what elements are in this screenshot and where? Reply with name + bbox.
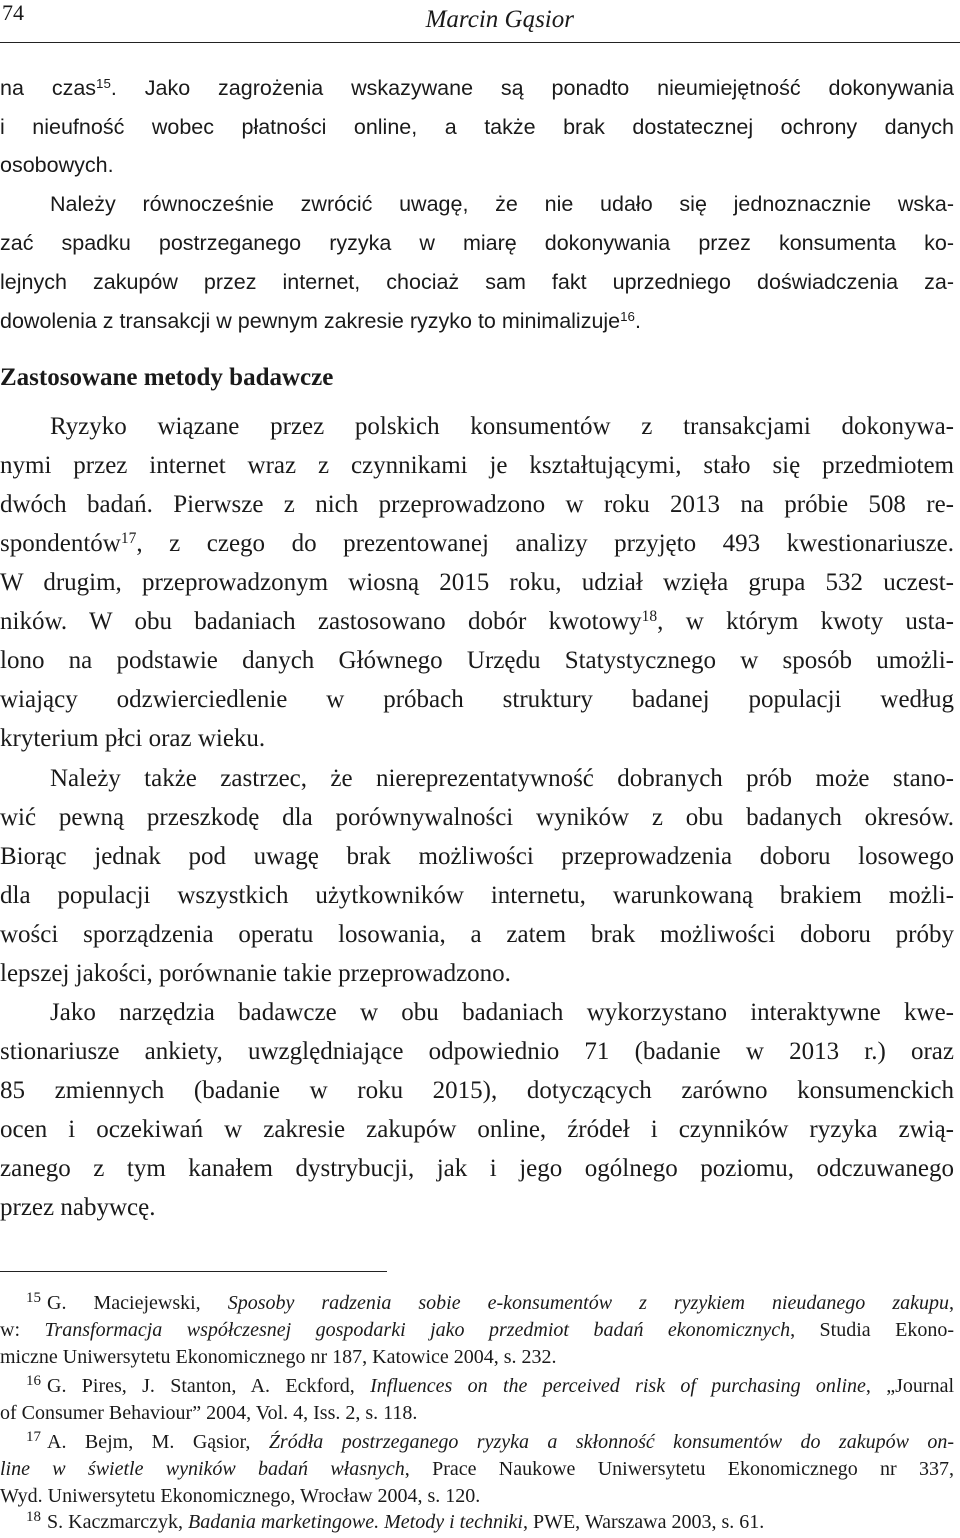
text-line: wić pewną przeszkodę dla porównywalności wyników z obu badanych okresów. (0, 804, 954, 831)
footnote-number: 17 (26, 1429, 41, 1445)
footnote-separator (0, 1271, 387, 1272)
footnote-number: 15 (26, 1290, 41, 1306)
text-line: W drugim, przeprowadzonym wiosną 2015 roku, udział wzięła grupa 532 uczest- (0, 569, 954, 596)
text-line: dla populacji wszystkich użytkowników internetu, warunkowaną brakiem możli- (0, 882, 954, 909)
footnote-line: $^{18}$ S. Kaczmarczyk, Badania marketingowe. Metody i techniki, PWE, Warszawa 2003, s. 61. (26, 1509, 765, 1533)
footnote-line: of Consumer Behaviour” 2004, Vol. 4, Iss. 2, s. 118. (0, 1402, 418, 1424)
text-line: dwóch badań. Pierwsze z nich przeprowadzono w roku 2013 na próbie 508 re- (0, 491, 954, 518)
text-line: Jako narzędzia badawcze w obu badaniach wykorzystano interaktywne kwe- (50, 999, 954, 1026)
section-heading: Zastosowane metody badawcze (0, 364, 334, 391)
footnote-line: line w świetle wyników badań własnych, Prace Naukowe Uniwersytetu Ekonomicznego nr 337, (0, 1458, 954, 1480)
page-header (0, 0, 960, 44)
text-line: ników. W obu badaniach zastosowano dobór kwotowy$^{18}$, w którym kwoty usta- (0, 608, 954, 635)
text-line: lepszej jakości, porównanie takie przeprowadzono. (0, 960, 511, 987)
page-number: 74 (2, 0, 24, 25)
footnote-line: w: Transformacja współczesnej gospodarki jako przedmiot badań ekonomicznych, Studia Ekono- (0, 1319, 954, 1341)
text-line: wości sporządzenia operatu losowania, a zatem brak możliwości doboru próby (0, 921, 954, 948)
text-line: Należy równocześnie zwrócić uwagę, że nie udało się jednoznacznie wska- (50, 192, 954, 216)
text-line: Biorąc jednak pod uwagę brak możliwości przeprowadzenia doboru losowego (0, 843, 954, 870)
running-head-author: Marcin Gąsior (425, 6, 574, 33)
footnote-number: 18 (26, 1509, 41, 1525)
footnote-ref-16[interactable]: 16 (620, 309, 635, 325)
text-line: ocen i oczekiwań w zakresie zakupów online, źródeł i czynników ryzyka zwią- (0, 1116, 954, 1143)
text-line: Należy także zastrzec, że niereprezentatywność dobranych prób może stano- (50, 765, 954, 792)
text-line: stionariusze ankiety, uwzględniające odpowiednio 71 (badanie w 2013 r.) oraz (0, 1038, 954, 1065)
footnote-number: 16 (26, 1373, 41, 1389)
footnote-line: $^{16}$ G. Pires, J. Stanton, A. Eckford, Influences on the perceived risk of purchasing online, „Journal (26, 1373, 954, 1397)
footnote-line: $^{15}$ G. Maciejewski, Sposoby radzenia sobie e-konsumentów z ryzykiem nieudanego zakupu, (26, 1290, 954, 1314)
text-line: zać spadku postrzeganego ryzyka w miarę dokonywania przez konsumenta ko- (0, 231, 954, 255)
footnote-line: $^{17}$ A. Bejm, M. Gąsior, Źródła postrzeganego ryzyka a skłonność konsumentów do zakupów on- (26, 1429, 955, 1453)
text-line: spondentów$^{17}$, z czego do prezentowanej analizy przyjęto 493 kwestionariusze. (0, 530, 954, 557)
text-line: nymi przez internet wraz z czynnikami je kształtującymi, stało się przedmiotem (0, 452, 954, 479)
footnote-line: miczne Uniwersytetu Ekonomicznego nr 187, Katowice 2004, s. 232. (0, 1346, 557, 1368)
text-line: zanego z tym kanałem dystrybucji, jak i jego ogólnego poziomu, odczuwanego (0, 1155, 954, 1182)
footnote-ref-18[interactable]: 18 (641, 608, 658, 626)
text-line: wiający odzwierciedlenie w próbach struktury badanej populacji według (0, 686, 954, 713)
footnote-line: Wyd. Uniwersytetu Ekonomicznego, Wrocław 2004, s. 120. (0, 1485, 481, 1507)
footnote-ref-17[interactable]: 17 (120, 530, 137, 548)
text-line: dowolenia z transakcji w pewnym zakresie ryzyko to minimalizuje$^{16}$. (0, 309, 641, 333)
text-line: Ryzyko wiązane przez polskich konsumentów z transakcjami dokonywa- (50, 413, 954, 440)
text-line: przez nabywcę. (0, 1194, 156, 1221)
text-line: lejnych zakupów przez internet, chociaż sam fakt uprzedniego doświadczenia za- (0, 270, 954, 294)
text-line: 85 zmiennych (badanie w roku 2015), dotyczących zarówno konsumenckich (0, 1077, 954, 1104)
text-line: na czas$^{15}$. Jako zagrożenia wskazywane są ponadto nieumiejętność dokonywania (0, 76, 954, 100)
footnote-ref-15[interactable]: 15 (96, 76, 111, 92)
text-line: lono na podstawie danych Głównego Urzędu Statystycznego w sposób umożli- (0, 647, 954, 674)
text-line: i nieufność wobec płatności online, a także brak dostatecznej ochrony danych (0, 115, 954, 139)
text-line: kryterium płci oraz wieku. (0, 725, 266, 752)
header-rule (0, 42, 960, 43)
text-line: osobowych. (0, 153, 114, 177)
